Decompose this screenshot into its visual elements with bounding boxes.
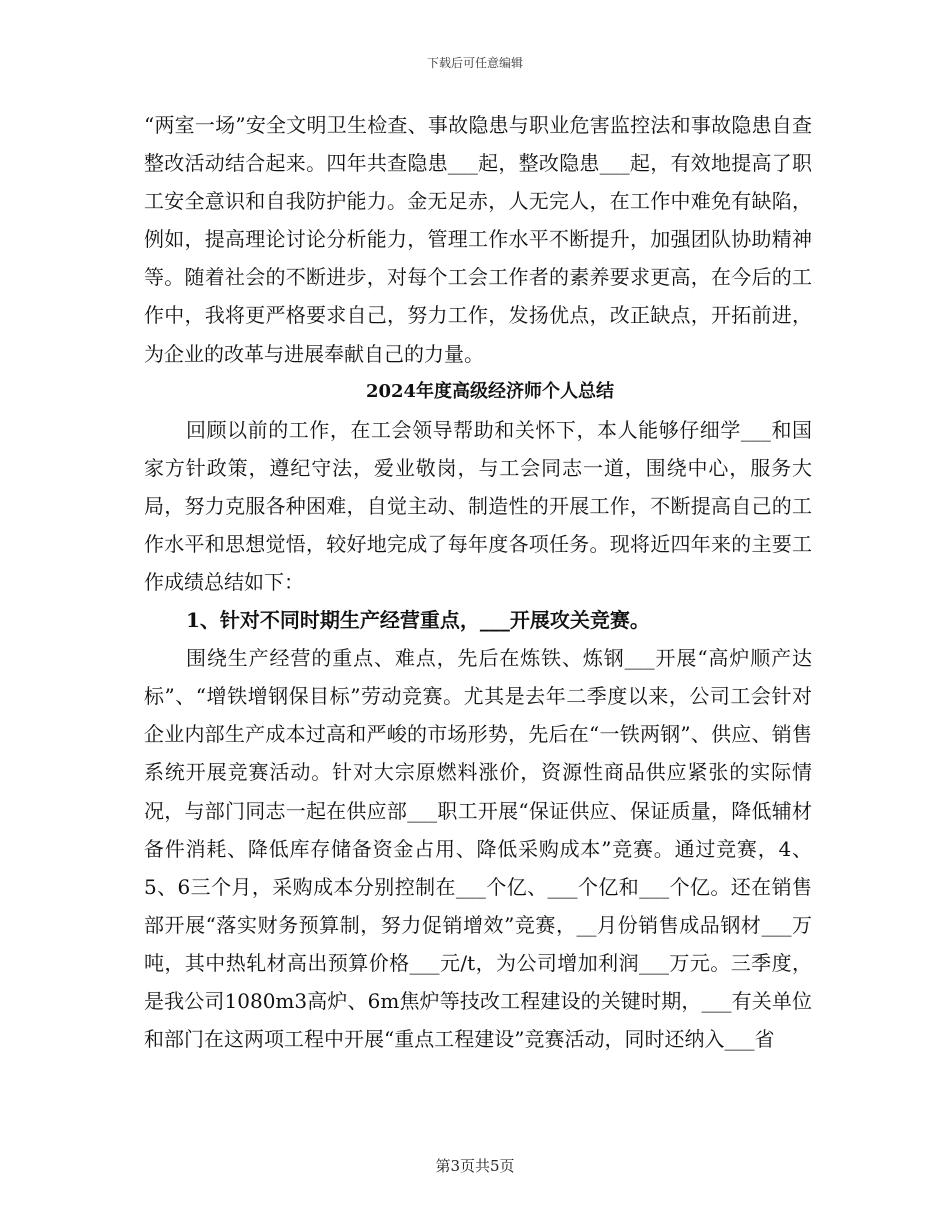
paragraph-review-intro: 回顾以前的工作，在工会领导帮助和关怀下，本人能够仔细学___和国家方针政策，遵纪守法，爱业敬岗，与工会同志一道，围绕中心，服务大局，努力克服各种困难，自觉主动、制造性的开展工作，不断提高自己的工作水平和思想觉悟，较好地完成了每年度各项任务。现将近四年来的主要工作成绩总结如下： [144,417,812,595]
document-title: 2024年度高级经济师个人总结 [365,380,615,402]
document-body [144,106,812,1058]
paragraph-competition-details: 围绕生产经营的重点、难点，先后在炼铁、炼钢___开展“高炉顺产达标”、“增铁增钢保目标”劳动竞赛。尤其是去年二季度以来，公司工会针对企业内部生产成本过高和严峻的市场形势，先后在“一铁两钢”、供应、销售系统开展竞赛活动。针对大宗原燃料涨价，资源性商品供应紧张的实际情况，与部门同志一起在供应部___职工开展“保证供应、保证质量，降低辅材备件消耗、降低库存储备资金占用、降低采购成本”竞赛。通过竞赛，4、5、6三个月，采购成本分别控制在___个亿、___个亿和___个亿。还在销售部开展“落实财务预算制，努力促销增效”竞赛，__月份销售成品钢材___万吨，其中热轧材高出预算价格___元/t，为公司增加利润___万元。三季度，是我公司1080m3高炉、6m焦炉等技改工程建设的关键时期，___有关单位和部门在这两项工程中开展“重点工程建设”竞赛活动，同时还纳入___省 [144,646,812,1052]
page-header-note: 下载后可任意编辑 [426,56,523,70]
page-number-footer: 第3页共5页 [435,1157,515,1175]
paragraph-safety-summary: “两室一场”安全文明卫生检查、事故隐患与职业危害监控法和事故隐患自查整改活动结合起来。四年共查隐患___起，整改隐患___起，有效地提高了职工安全意识和自我防护能力。金无足赤，人无完人，在工作中难免有缺陷，例如，提高理论讨论分析能力，管理工作水平不断提升，加强团队协助精神等。随着社会的不断进步，对每个工会工作者的素养要求更高，在今后的工作中，我将更严格要求自己，努力工作，发扬优点，改正缺点，开拓前进，为企业的改革与进展奉献自己的力量。 [144,113,812,366]
section-heading-1: 1、针对不同时期生产经营重点，___开展攻关竞赛。 [186,608,650,633]
